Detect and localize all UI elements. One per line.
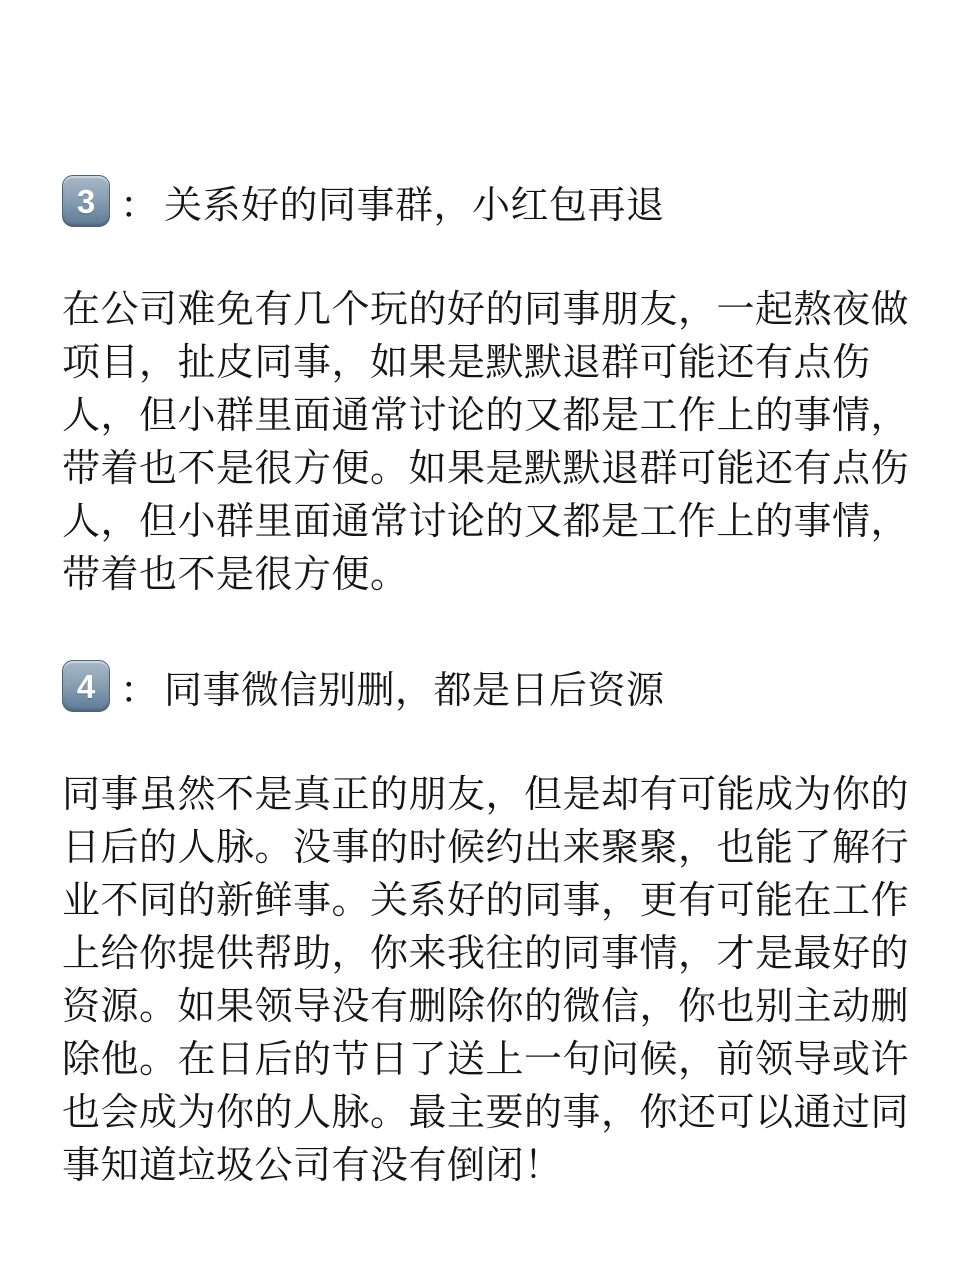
section-4-colon: ： bbox=[120, 669, 159, 712]
keycap-3-icon: 3 bbox=[62, 175, 110, 227]
section-4-title: 同事微信别删，都是日后资源 bbox=[164, 669, 665, 712]
section-3-colon: ： bbox=[120, 184, 159, 227]
section-3-body: 在公司难免有几个玩的好的同事朋友，一起熬夜做项目，扯皮同事，如果是默默退群可能还有点伤人，但小群里面通常讨论的又都是工作上的事情，带着也不是很方便。如果是默默退群可能还有点伤人，但小群里面通常讨论的又都是工作上的事情，带着也不是很方便。 bbox=[62, 289, 910, 596]
section-4-body: 同事虽然不是真正的朋友，但是却有可能成为你的日后的人脉。没事的时候约出来聚聚，也能了解行业不同的新鲜事。关系好的同事，更有可能在工作上给你提供帮助，你来我往的同事情，才是最好的资源。如果领导没有删除你的微信，你也别主动删除他。在日后的节日了送上一句问候，前领导或许也会成为你的人脉。最主要的事，你还可以通过同事知道垃圾公司有没有倒闭！ bbox=[62, 774, 910, 1187]
section-4-heading bbox=[62, 659, 912, 713]
section-3-title: 关系好的同事群，小红包再退 bbox=[164, 184, 665, 227]
section-3-heading bbox=[62, 174, 912, 228]
keycap-4-icon: 4 bbox=[62, 660, 110, 712]
